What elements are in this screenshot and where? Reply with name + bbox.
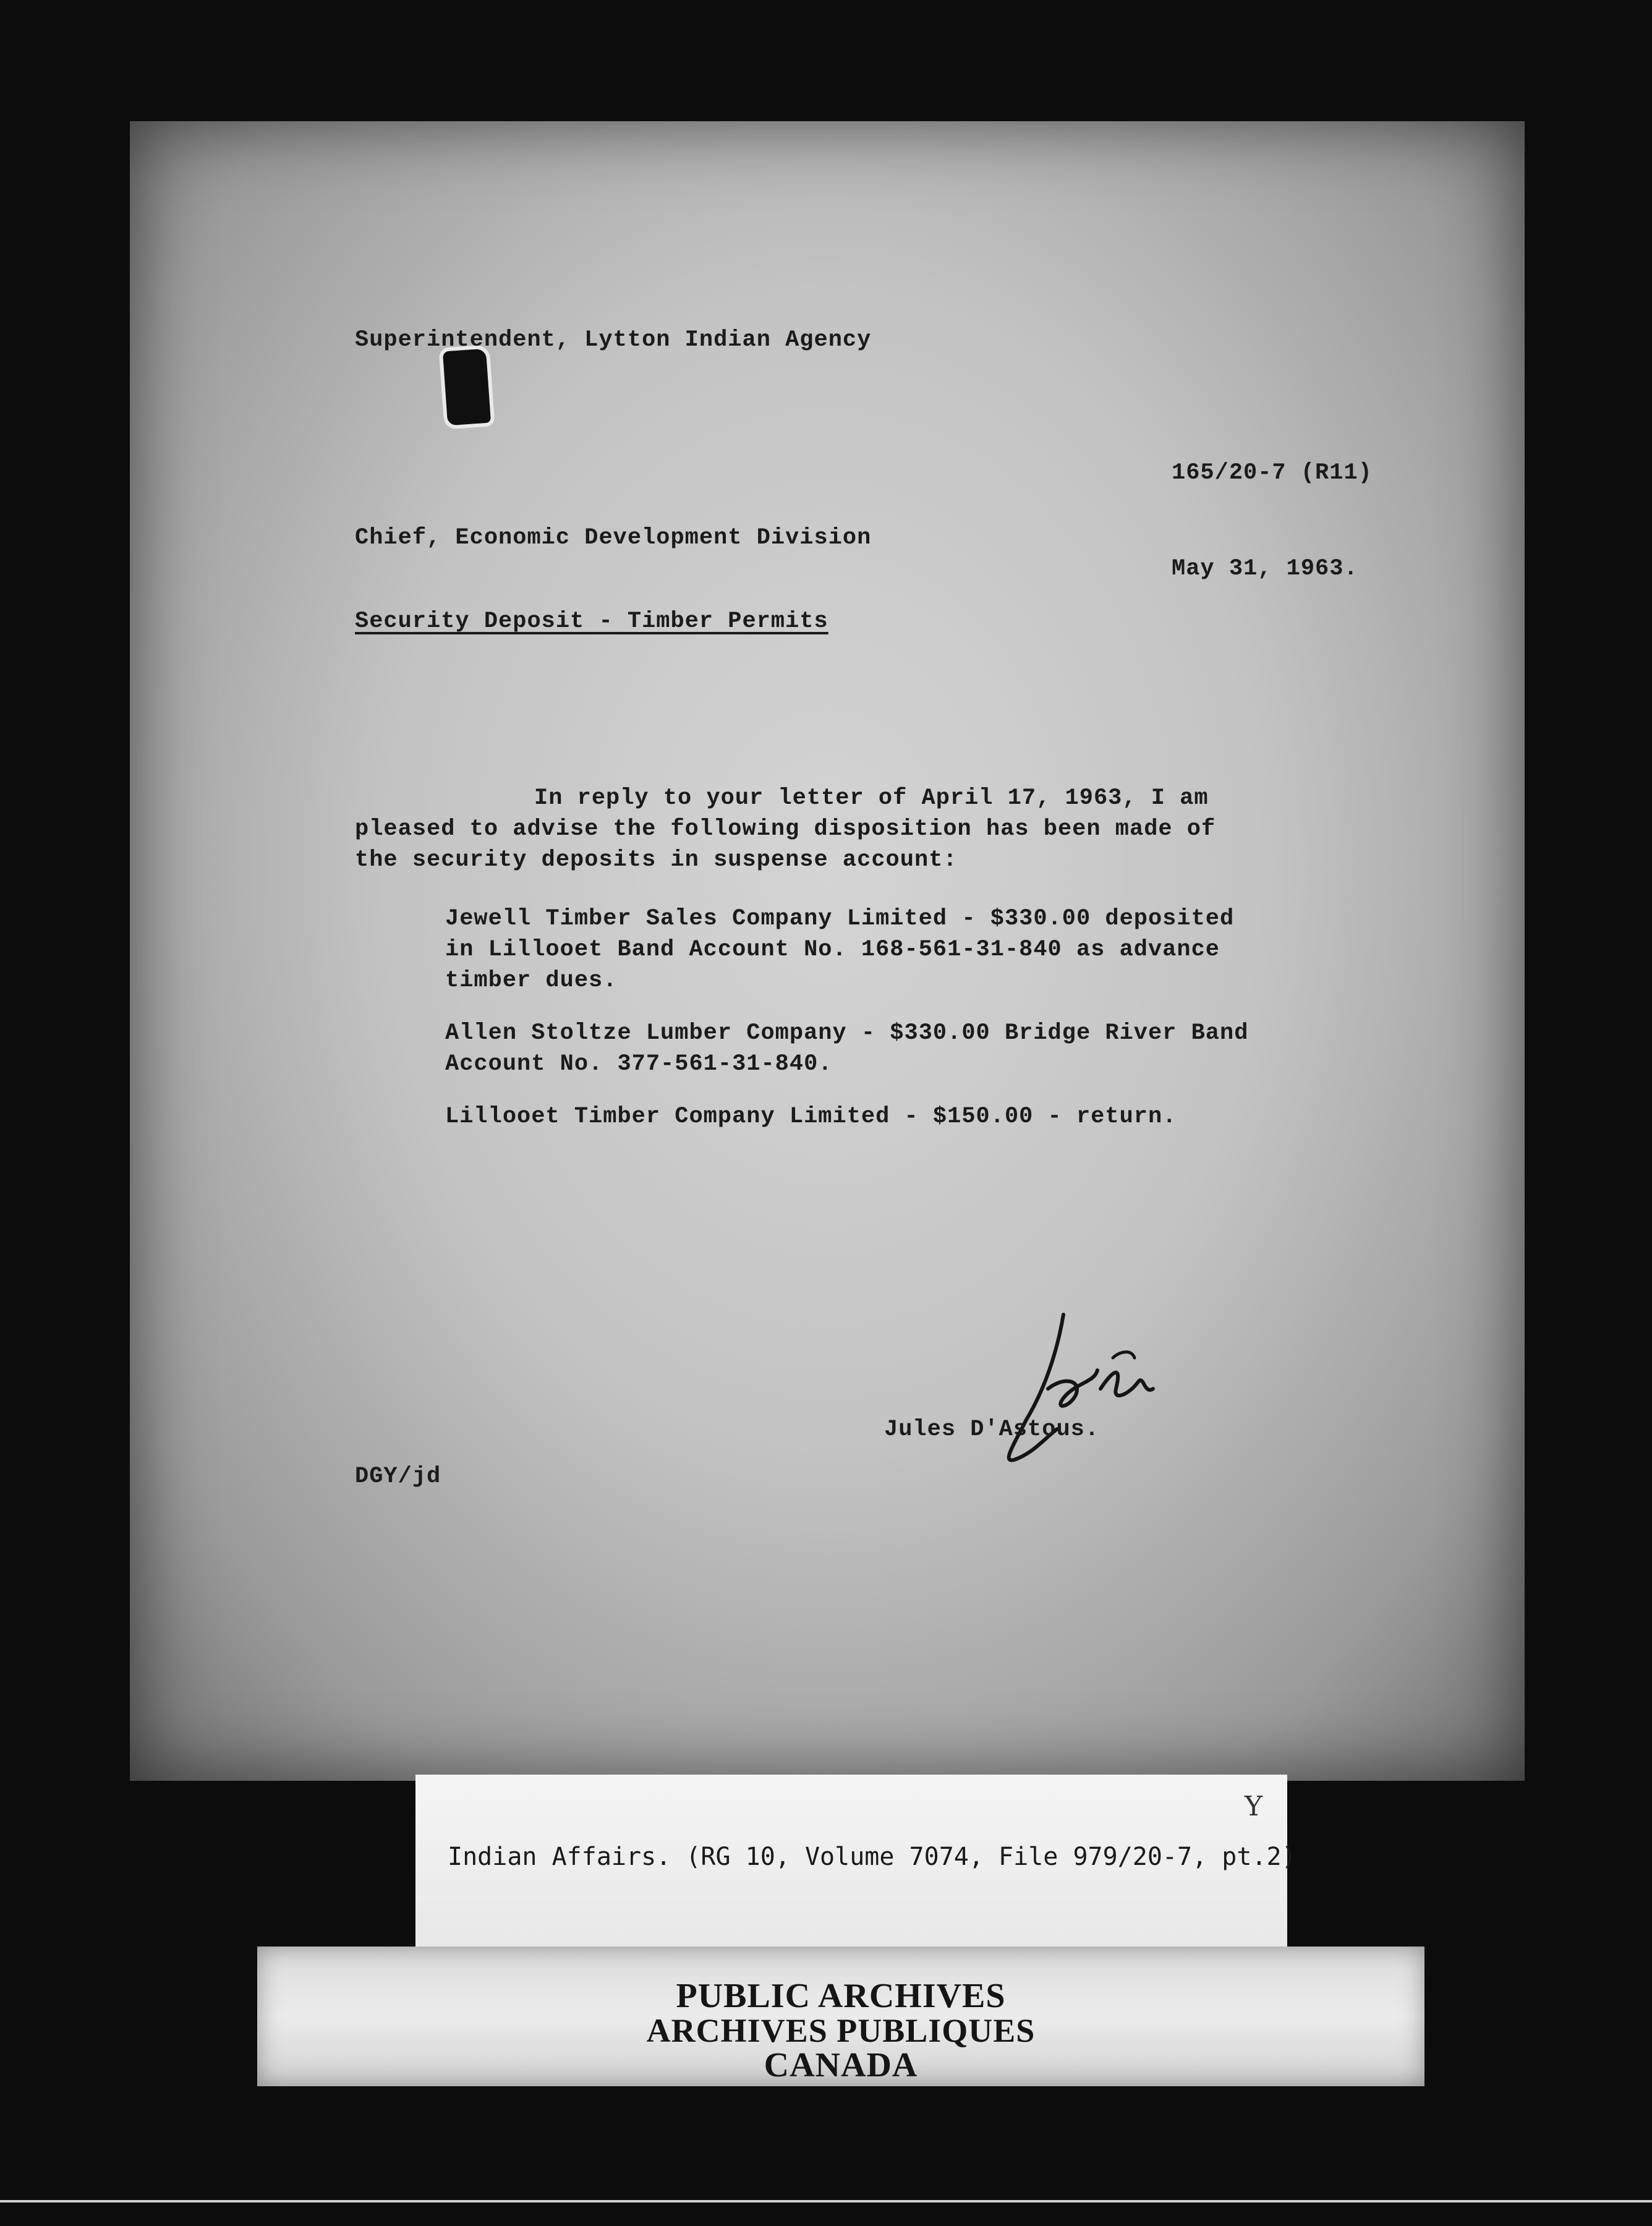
- subject-line: Security Deposit - Timber Permits: [355, 608, 828, 634]
- label-mark: Y: [1244, 1791, 1262, 1822]
- body-line-1: In reply to your letter of April 17, 1963, I am: [534, 785, 1209, 811]
- item-3-line-1: Lillooet Timber Company Limited - $150.00 - return.: [445, 1104, 1177, 1130]
- item-2-line-2: Account No. 377-561-31-840.: [445, 1051, 833, 1077]
- stamp-line-3: CANADA: [764, 2046, 918, 2084]
- sender: Chief, Economic Development Division: [355, 525, 872, 551]
- typist-initials: DGY/jd: [355, 1464, 441, 1490]
- stamp-text: [257, 1979, 1424, 2083]
- addressee: Superintendent, Lytton Indian Agency: [355, 327, 872, 353]
- film-edge-line: [0, 2200, 1652, 2203]
- stamp-line-1: PUBLIC ARCHIVES: [676, 1977, 1006, 2015]
- file-reference: 165/20-7 (R11): [1172, 460, 1373, 486]
- handwritten-signature: [989, 1296, 1206, 1482]
- letter-page: [130, 121, 1525, 1781]
- body-line-3: the security deposits in suspense account:: [355, 847, 958, 873]
- item-1-line-1: Jewell Timber Sales Company Limited - $330.00 deposited: [445, 906, 1235, 932]
- archives-stamp: [257, 1947, 1424, 2086]
- item-1-line-2: in Lillooet Band Account No. 168-561-31-840 as advance: [445, 937, 1220, 963]
- letter-date: May 31, 1963.: [1172, 556, 1358, 582]
- item-2-line-1: Allen Stoltze Lumber Company - $330.00 Bridge River Band: [445, 1020, 1249, 1046]
- body-line-2: pleased to advise the following disposition has been made of: [355, 816, 1216, 842]
- citation-text: Indian Affairs. (RG 10, Volume 7074, File 979/20-7, pt.2): [448, 1843, 1296, 1871]
- punch-hole: [443, 349, 491, 426]
- stamp-line-2: ARCHIVES PUBLIQUES: [646, 2012, 1036, 2049]
- signatory-name: Jules D'Astous.: [884, 1417, 1100, 1443]
- item-1-line-3: timber dues.: [445, 968, 618, 994]
